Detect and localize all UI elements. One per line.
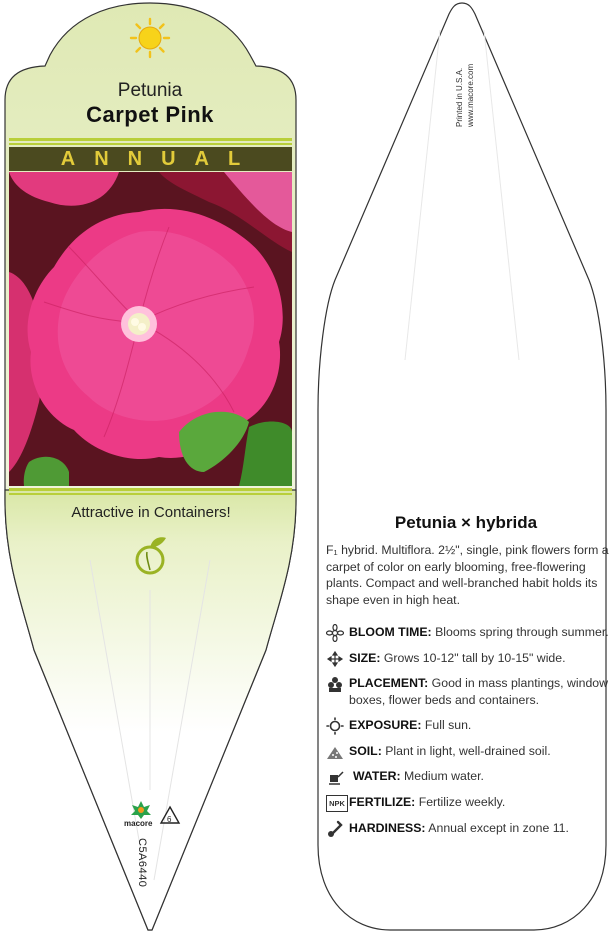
flower-photo — [9, 172, 292, 486]
placement-icon — [326, 675, 344, 693]
thermometer-icon — [326, 820, 344, 838]
brand-text: macore — [124, 819, 153, 828]
soil-icon — [326, 743, 344, 761]
common-name: Petunia — [117, 80, 183, 101]
printed-info — [453, 45, 483, 135]
botanical-name: Petunia × hybrida — [394, 513, 538, 532]
front-stripe-bottom — [9, 488, 292, 491]
recycle-number: 6 — [167, 815, 172, 824]
bloom-icon — [326, 624, 344, 642]
size-icon — [326, 650, 344, 668]
sun-outline-icon — [326, 717, 344, 735]
watering-can-icon — [326, 768, 344, 786]
printed-in: Printed in U.S.A. — [455, 67, 464, 127]
product-code: C5A6440 — [136, 838, 148, 888]
front-stripe-top — [9, 138, 292, 141]
description: F₁ hybrid. Multiflora. 2½", single, pink flowers form a carpet of color on early blooming, free-flowering plants. Compact and well-branched habit holds its shape even in high heat. — [326, 543, 609, 607]
website: www.macore.com — [466, 63, 475, 127]
sun-icon — [131, 19, 169, 57]
variety-name: Carpet Pink — [86, 102, 214, 127]
category-label: ANNUAL — [60, 148, 260, 170]
back-tag-outline — [318, 3, 606, 930]
tagline: Attractive in Containers! — [71, 504, 231, 521]
npk-icon: NPK — [326, 795, 348, 812]
